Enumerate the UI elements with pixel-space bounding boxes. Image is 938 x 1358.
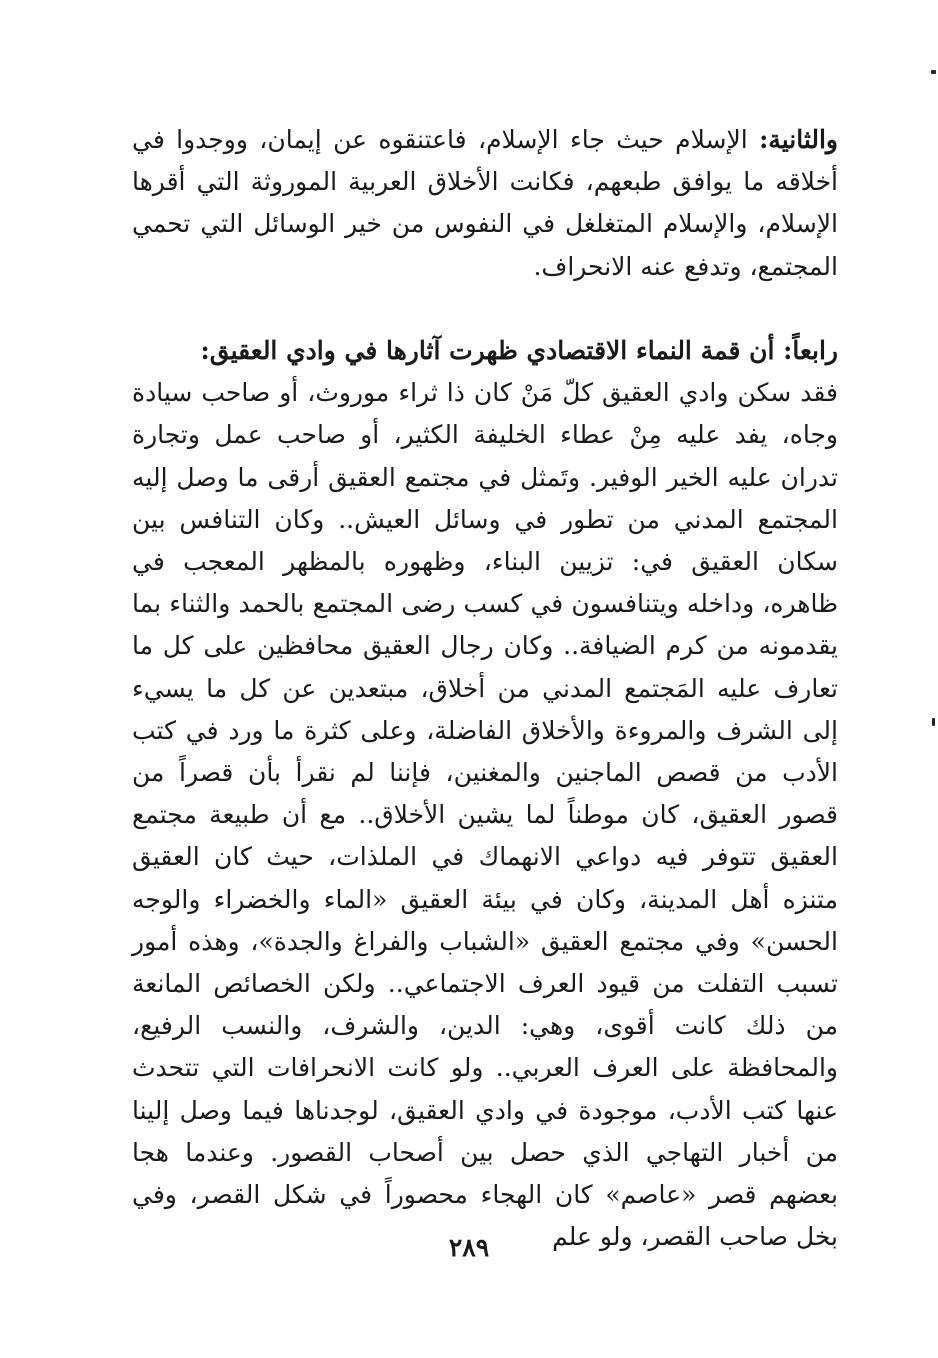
scan-speck-mark bbox=[932, 718, 935, 726]
section-heading-prefix: رابعاً: bbox=[783, 336, 838, 365]
scan-speck-mark bbox=[931, 70, 936, 74]
paragraph-body: الإسلام حيث جاء الإسلام، فاعتنقوه عن إيمان، ووجدوا في أخلاقه ما يوافق طبعهم، فكانت الأخلاق العربية الموروثة التي أقرها الإسلام، والإسلام المتغلغل في النفوس من خير الوسائل التي تحمي المجتمع، وتدفع عنه الانحراف. bbox=[132, 125, 838, 281]
paragraph-lead-word: والثانية: bbox=[759, 125, 838, 154]
section-body: فقد سكن وادي العقيق كلّ مَنْ كان ذا ثراء موروث، أو صاحب سيادة وجاه، يفد عليه مِنْ عطاء الخليفة الكثير، أو صاحب عمل وتجارة تدران عليه الخير الوفير. وتَمثل في مجتمع العقيق أرقى ما وصل إليه المجتمع المدني من تطور في وسائل العيش.. وكان التنافس بين سكان العقيق في: تزيين البناء، وظهوره بالمظهر المعجب في ظاهره، وداخله ويتنافسون في كسب رضى المجتمع بالحمد والثناء بما يقدمونه من كرم الضيافة.. وكان رجال العقيق محافظين على كل ما تعارف عليه المَجتمع المدني من أخلاق، مبتعدين عن كل ما يسيء إلى الشرف والمروءة والأخلاق الفاضلة، وعلى كثرة ما ورد في كتب الأدب من قصص الماجنين والمغنين، فإننا لم نقرأ بأن قصراً من قصور العقيق، كان موطناً لما يشين الأخلاق.. مع أن طبيعة مجتمع العقيق تتوفر فيه دواعي الانهماك في الملذات، حيث كان العقيق متنزه أهل المدينة، وكان في بيئة العقيق «الماء والخضراء والوجه الحسن» وفي مجتمع العقيق «الشباب والفراغ والجدة»، وهذه أمور تسبب التفلت من قيود العرف الاجتماعي.. ولكن الخصائص المانعة من ذلك كانت أقوى، وهي: الدين، والشرف، والنسب الرفيع، والمحافظة على العرف العربي.. ولو كانت الانحرافات التي تتحدث عنها كتب الأدب، موجودة في وادي العقيق، لوجدناها فيما وصل إلينا من أخبار التهاجي الذي حصل بين أصحاب القصور. وعندما هجا بعضهم قصر «عاصم» كان الهجاء محصوراً في شكل القصر، وفي بخل صاحب القصر، ولو علم bbox=[132, 378, 838, 1252]
paragraph-second-reason bbox=[132, 119, 838, 288]
page-number: ٢٨٩ bbox=[448, 1233, 490, 1262]
paragraph-fourth-point bbox=[132, 330, 838, 1258]
section-heading: أن قمة النماء الاقتصادي ظهرت آثارها في وادي العقيق: bbox=[200, 336, 784, 365]
